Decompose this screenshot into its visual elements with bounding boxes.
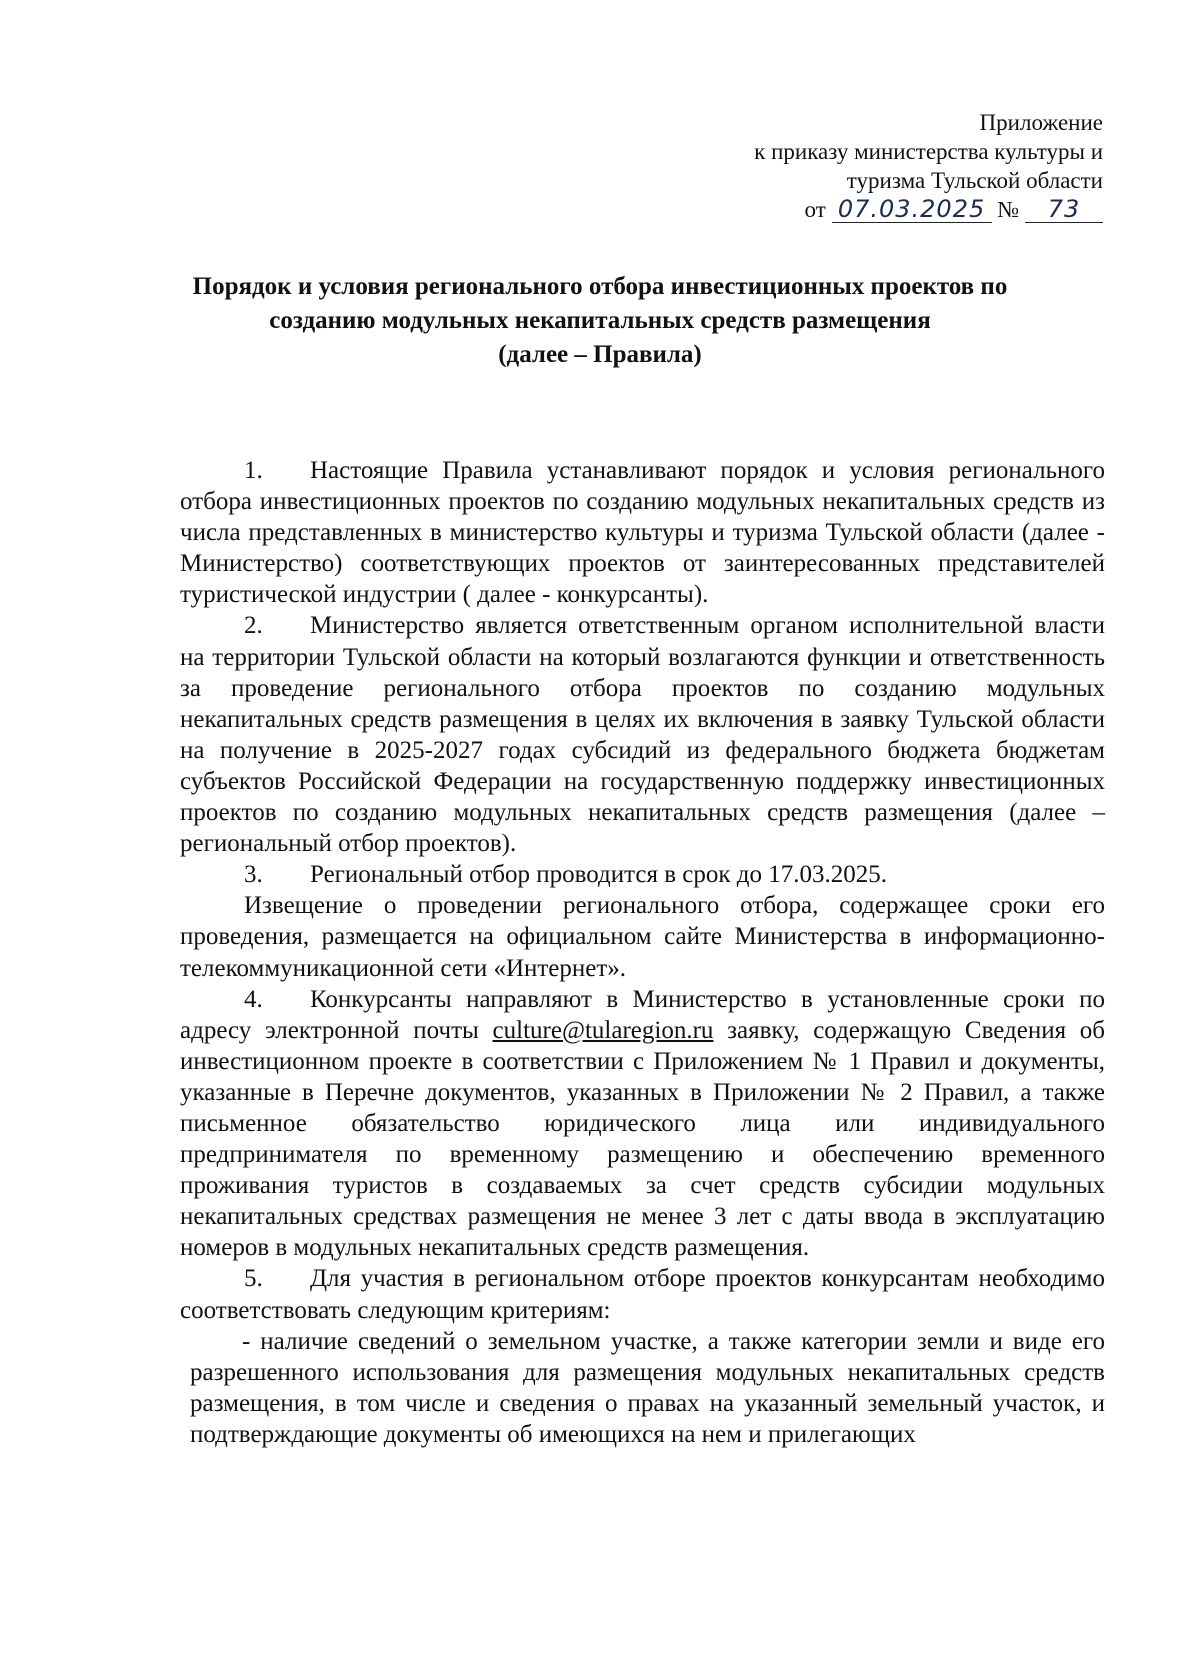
- clause-5: [180, 1263, 1105, 1325]
- clause-text-cont: заявку, содержащую Сведения об инвестиционном проекте в соответствии с Приложением № 1 Правил и документы, указанные в Перечне документов, указанных в Приложении № 2 Правил, а также письменное обязательство юридического лица или индивидуального предпринимателя по временному размещению и обеспечению временного проживания туристов в создаваемых за счет средств субсидии модульных некапитальных средствах размещения не менее 3 лет с даты ввода в эксплуатацию номеров в модульных некапитальных средств размещения.: [180, 1016, 1106, 1262]
- document-title: [0, 270, 1200, 372]
- clause-text: Настоящие Правила устанавливают порядок и условия регионального отбора инвестиционных проектов по созданию модульных некапитальных средств из числа представленных в министерство культуры и туризма Тульской области (далее - Министерство) соответствующих проектов от заинтересованных представителей туристической индустрии ( далее - конкурсанты).: [180, 457, 1105, 609]
- criterion-item: - наличие сведений о земельном участке, а также категории земли и виде его разрешенного использования для размещения модульных некапитальных средств размещения, в том числе и сведения о правах на указанный земельный участок, и подтверждающие документы об имеющихся на нем и прилегающих: [190, 1327, 1105, 1448]
- clause-text: Для участия в региональном отборе проектов конкурсантам необходимо соответствовать следующим критериям:: [180, 1265, 1105, 1324]
- clause-number: 5.: [244, 1265, 263, 1293]
- email-link[interactable]: culture@tularegion.ru: [492, 1016, 714, 1044]
- approval-order-ref-cont: туризма Тульской области: [846, 168, 1103, 193]
- clause-text: Региональный отбор проводится в срок до 17.03.2025.: [310, 861, 887, 889]
- clause-number: 4.: [244, 985, 263, 1013]
- number-sign: №: [997, 197, 1020, 222]
- approval-block: [754, 108, 1103, 224]
- clause-number: 1.: [244, 457, 263, 484]
- clause-1: [180, 455, 1105, 610]
- handwritten-number: 73: [1025, 196, 1103, 223]
- title-line-2: созданию модульных некапитальных средств размещения: [269, 307, 931, 334]
- handwritten-date: 07.03.2025: [832, 196, 992, 223]
- title-line-3: (далее – Правила): [498, 341, 702, 368]
- approval-order-ref: к приказу министерства культуры и: [754, 139, 1103, 164]
- from-prefix: от: [804, 197, 826, 222]
- document-body: [180, 455, 1105, 1450]
- approval-date-number: [754, 195, 1103, 224]
- clause-2: [180, 610, 1105, 859]
- clause-number: 2.: [244, 612, 263, 640]
- clause-number: 3.: [244, 861, 263, 889]
- title-line-1: Порядок и условия регионального отбора инвестиционных проектов по: [192, 273, 1008, 300]
- clause-3-notice: Извещение о проведении регионального отбора, содержащее сроки его проведения, размещается на официальном сайте Министерства в информационно-телекоммуникационной сети «Интернет».: [180, 892, 1105, 982]
- clause-text: Конкурсанты направляют в Министерство в установленные сроки по адресу электронной почты: [180, 985, 1105, 1044]
- approval-title: Приложение: [979, 110, 1103, 135]
- clause-3: [180, 859, 1105, 890]
- clause-4: [180, 984, 1105, 1264]
- clause-text: Министерство является ответственным органом исполнительной власти на территории Тульской области на который возлагаются функции и ответственность за проведение регионального отбора проектов по созданию модульных некапитальных средств размещения в целях их включения в заявку Тульской области на получение в 2025-2027 годах субсидий из федерального бюджета бюджетам субъектов Российской Федерации на государственную поддержку инвестиционных проектов по созданию модульных некапитальных средств размещения (далее – региональный отбор проектов).: [180, 612, 1105, 858]
